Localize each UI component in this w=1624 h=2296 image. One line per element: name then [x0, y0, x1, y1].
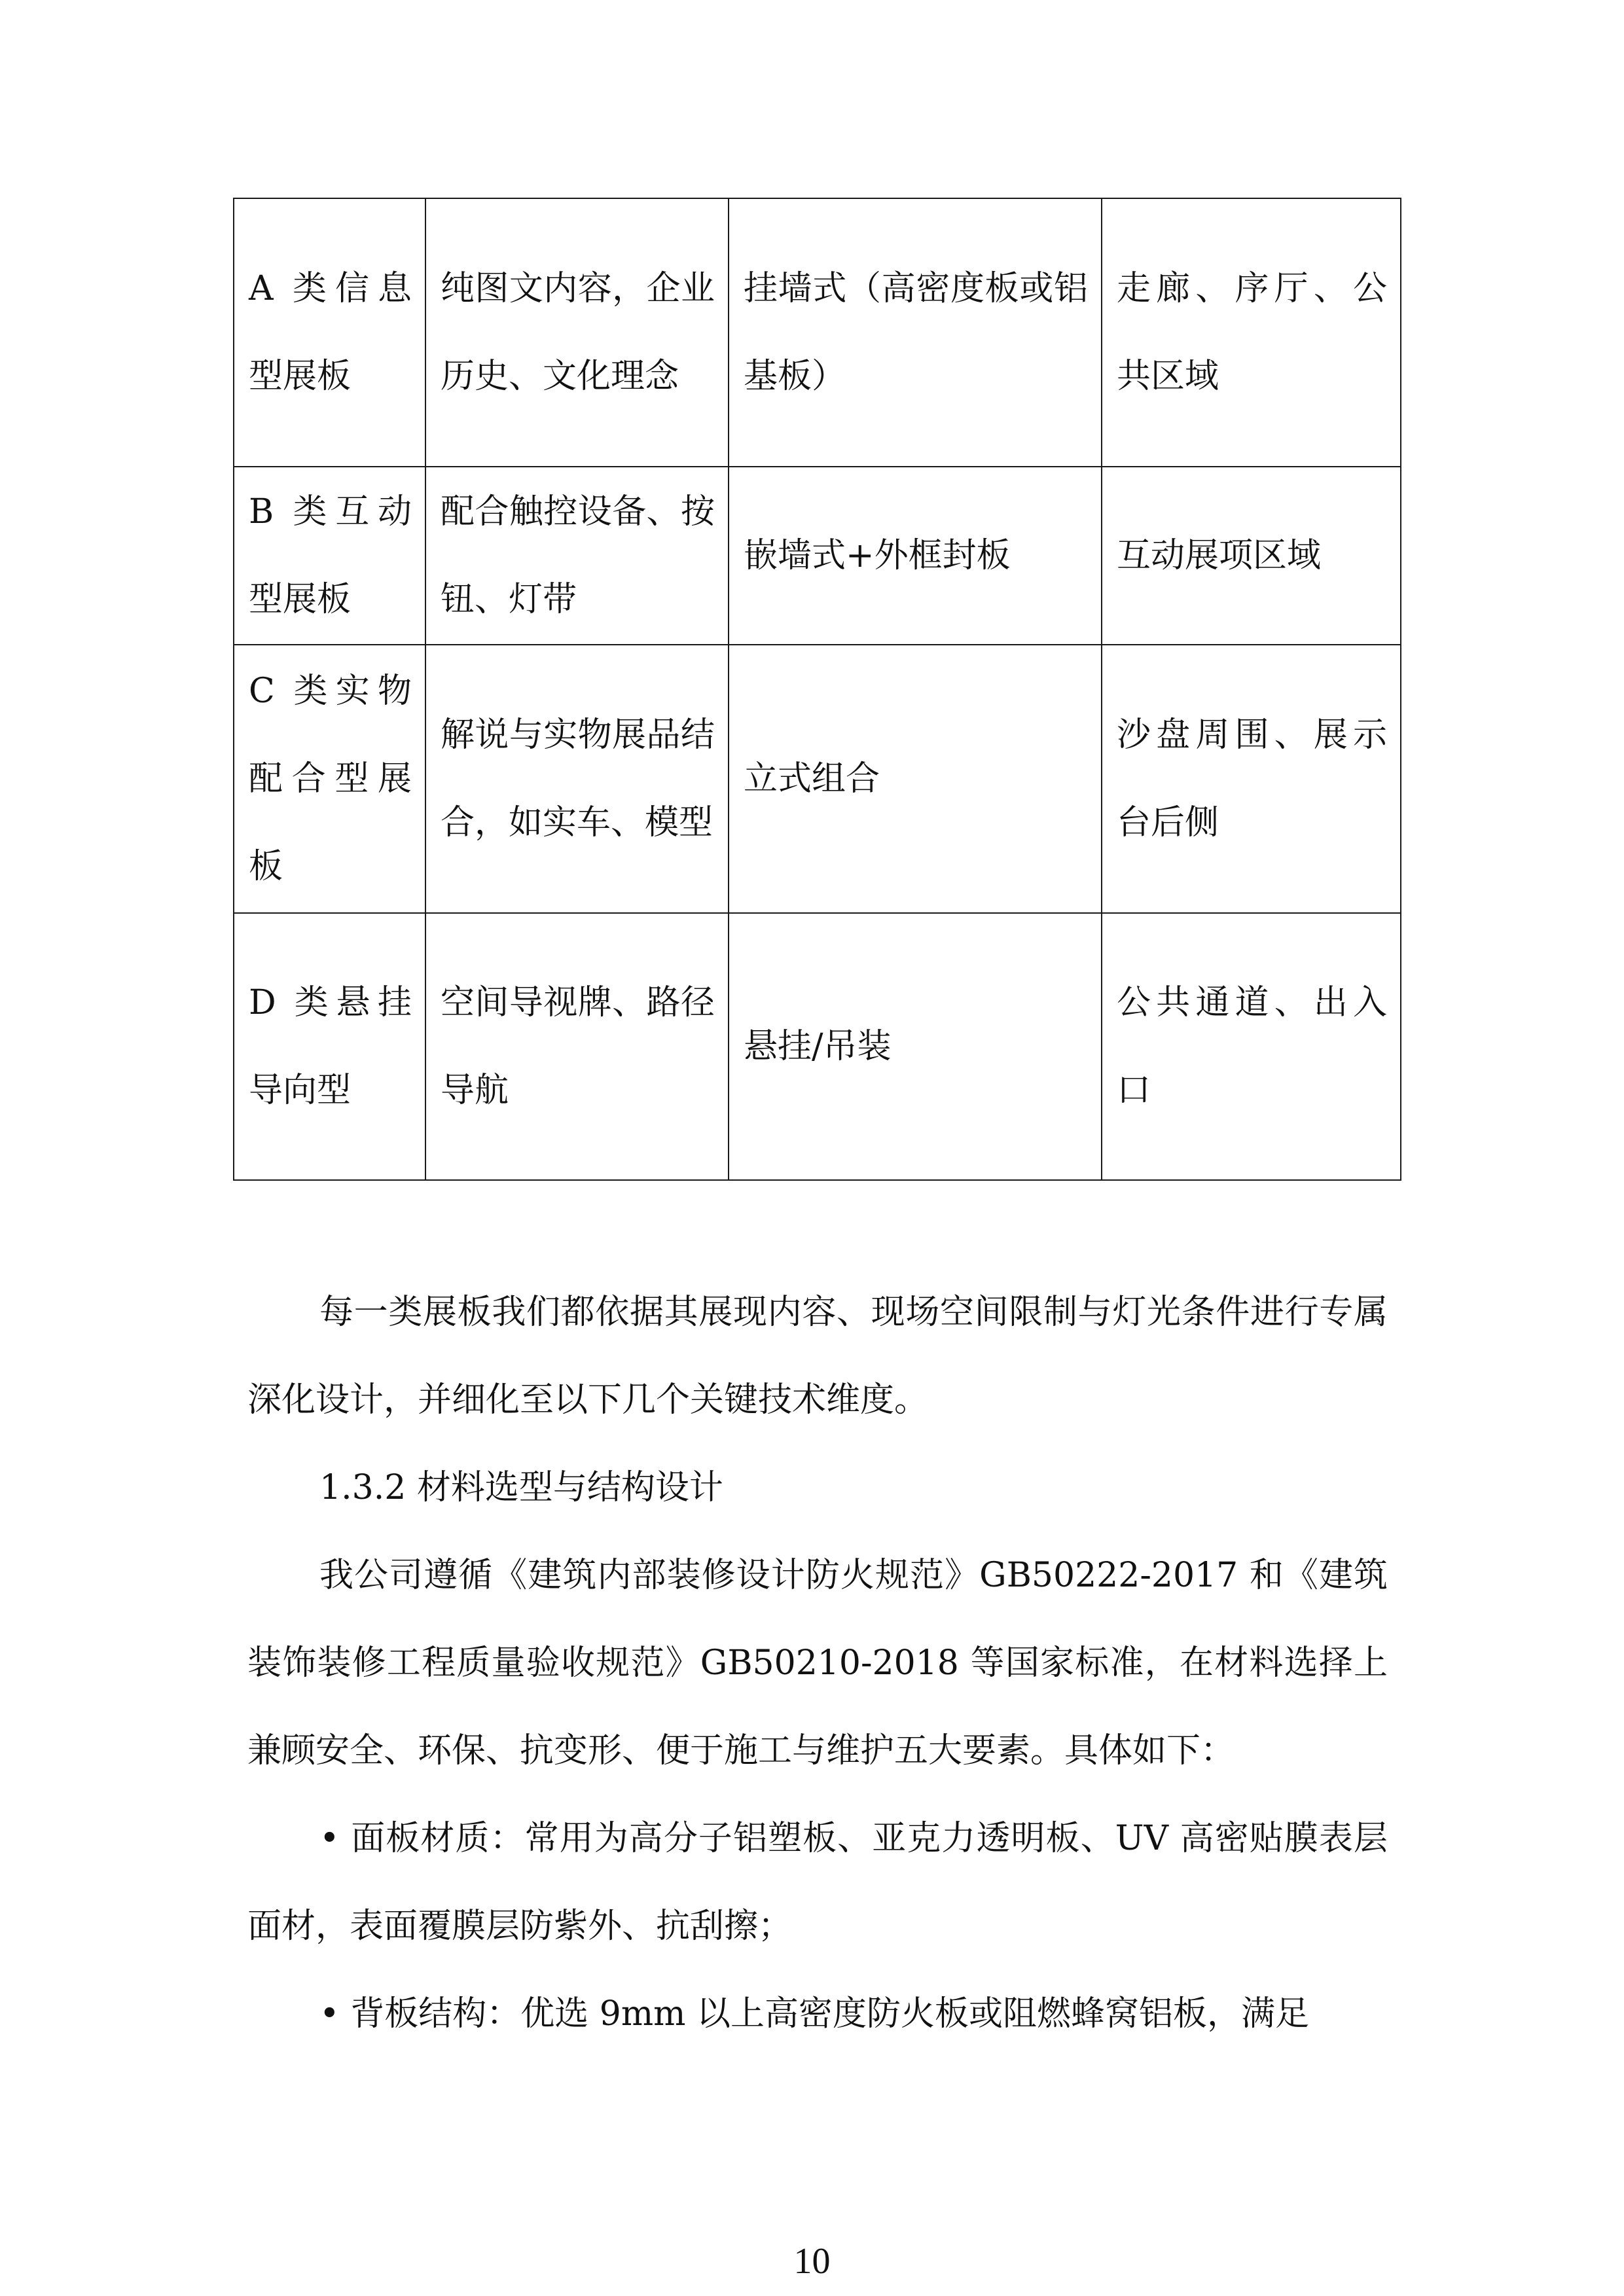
section-heading: 1.3.2 材料选型与结构设计 — [319, 1468, 723, 1507]
page-number: 10 — [793, 2241, 831, 2282]
panel-content-cell: 空间导视牌、路径导航 — [425, 913, 729, 1180]
table-row — [234, 645, 1401, 913]
panel-content-cell: 解说与实物展品结合，如实车、模型 — [425, 645, 729, 913]
body-text — [247, 1268, 1388, 2058]
panel-install-cell: 立式组合 — [729, 645, 1102, 913]
panel-type-cell: B 类互动型展板 — [234, 467, 425, 645]
panel-install-cell: 挂墙式（高密度板或铝基板） — [729, 198, 1102, 467]
standards-paragraph: 我公司遵循《建筑内部装修设计防火规范》GB50222-2017 和《建筑装饰装修工程质量验收规范》GB50210-2018 等国家标准，在材料选择上兼顾安全、环保、抗变形、便于施工与维护五大要素。具体如下： — [247, 1556, 1388, 1770]
table-row — [234, 467, 1401, 645]
table-row — [234, 913, 1401, 1180]
panel-install-cell: 悬挂/吊装 — [729, 913, 1102, 1180]
panel-location-cell: 公共通道、出入口 — [1102, 913, 1401, 1180]
intro-paragraph: 每一类展板我们都依据其展现内容、现场空间限制与灯光条件进行专属深化设计，并细化至以下几个关键技术维度。 — [247, 1293, 1388, 1420]
panel-content-cell: 配合触控设备、按钮、灯带 — [425, 467, 729, 645]
panel-type-cell: C 类实物配合型展板 — [234, 645, 425, 913]
panel-type-cell: D 类悬挂导向型 — [234, 913, 425, 1180]
exhibit-panel-table — [233, 198, 1401, 1181]
panel-type-cell: A 类信息型展板 — [234, 198, 425, 467]
bullet-back-structure: • 背板结构：优选 9mm 以上高密度防火板或阻燃蜂窝铝板，满足 — [319, 1994, 1309, 2034]
table-row — [234, 198, 1401, 467]
panel-location-cell: 互动展项区域 — [1102, 467, 1401, 645]
panel-location-cell: 走廊、序厅、公共区域 — [1102, 198, 1401, 467]
panel-install-cell: 嵌墙式+外框封板 — [729, 467, 1102, 645]
panel-content-cell: 纯图文内容，企业历史、文化理念 — [425, 198, 729, 467]
panel-location-cell: 沙盘周围、展示台后侧 — [1102, 645, 1401, 913]
bullet-panel-material: • 面板材质：常用为高分子铝塑板、亚克力透明板、UV 高密贴膜表层面材，表面覆膜层防紫外、抗刮擦； — [247, 1819, 1388, 1946]
